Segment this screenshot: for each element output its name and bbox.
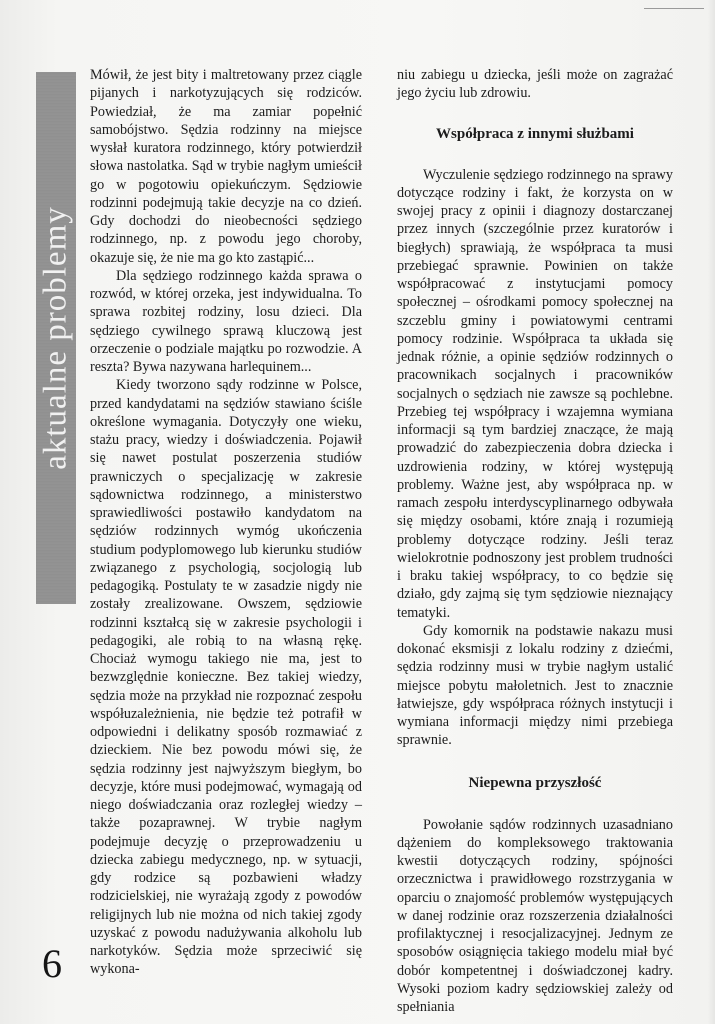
section-label: aktualne problemy xyxy=(37,206,74,470)
paragraph: Kiedy tworzono sądy rodzinne w Polsce, przed kandydatami na sędziów stawiano ściśle określone wymagania. Dotyczyły one wieku, stażu pracy, wiedzy i doświadczenia. Pojawił się nawet postulat poszerzenia studiów prawniczych o specjalizację w zakresie sądownictwa rodzinnego, a ministerstwo sprawiedliwości postawiło kandydatom na sędziów rodzinnych wymóg ukończenia studium podyplomowego lub kierunku studiów związanego z psychologią, socjologią lub pedagogiką. Postulaty te w zasadzie nigdy nie zostały zrealizowane. Owszem, sędziowie rodzinni kształcą się w zakresie psychologii i pedagogiki, ale robią to na własną rękę. Chociaż wymogu takiego nie ma, jest to bezwzględnie konieczne. Bez takiej wiedzy, sędzia może na przykład nie rozpoznać zespołu współuzależnienia, nie będzie też potrafił w odpowiedni i delikatny sposób rozmawiać z dzieckiem. Nie bez powodu mówi się, że sędzia rodzinny jest najwyższym biegłym, bo decyzje, które musi podejmować, wymagają od niego doświadczania oraz rozległej wiedzy – także pozaprawnej. W trybie nagłym podejmuje decyzję o przeprowadzeniu u dziecka zabiegu medycznego, np. w sytuacji, gdy rodzice są pozbawieni władzy rodzicielskiej, nie wyrażają zgody z powodów religijnych lub nie można od nich takiej zgody uzyskać z powodu nadużywania alkoholu lub narkotyków. Sędzia może sprzeciwić się wykona- xyxy=(90,377,362,978)
paragraph-continuation: niu zabiegu u dziecka, jeśli może on zagrażać jego życiu lub zdrowiu. xyxy=(397,67,673,102)
right-column xyxy=(397,66,673,1016)
section-heading: Niepewna przyszłość xyxy=(468,774,602,791)
paragraph: Dla sędziego rodzinnego każda sprawa o rozwód, w której orzeka, jest indywidualna. To sprawa rozbitej rodziny, losu dzieci. Dla sędziego cywilnego sprawą kluczową jest orzeczenie o podziale majątku po rozwodzie. A reszta? Bywa nazywana harlequinem... xyxy=(90,267,362,375)
section-sidebar-band xyxy=(36,72,76,604)
page-number: 6 xyxy=(42,941,62,986)
scan-edge xyxy=(707,0,715,1024)
paragraph: Gdy komornik na podstawie nakazu musi dokonać eksmisji z lokalu rodziny z dziećmi, sędzia rodzinny musi w trybie nagłym ustalić miejsce pobytu małoletnich. Jest to znacznie łatwiejsze, gdy współpraca różnych instytucji i wymiana informacji między nimi przebiega sprawnie. xyxy=(397,622,673,749)
paragraph: Wyczulenie sędziego rodzinnego na sprawy dotyczące rodziny i fakt, że korzysta on w swojej pracy z opinii i diagnozy dostarczanej przez innych (szczególnie przez kuratorów i biegłych) sprawiają, że współpraca ta musi przebiegać sprawnie. Powinien on także współpracować z instytucjami pomocy społecznej – ośrodkami pomocy społecznej na szczeblu gminy i powiatowymi centrami pomocy rodzinie. Współpraca ta układa się jednak różnie, a opinie sędziów rodzinnych o pracownikach socjalnych i pracowników socjalnych o sędziach nie zawsze są pochlebne. Przebieg tej współpracy i wzajemna wymiana informacji są tym bardziej znaczące, że mają prowadzić do zabezpieczenia dobra dziecka i uzdrowienia rodziny, w której występują problemy. Ważne jest, aby współpraca np. w ramach zespołu interdyscyplinarnego odbywała się między osobami, które znają i rozumieją problemy dotyczące rodziny. Jeśli teraz wielokrotnie podnoszony jest problem trudności i braku takiej współpracy, to co będzie się działo, gdy zajmą się tym sędziowie nieznający tematyki. xyxy=(397,166,673,621)
left-column xyxy=(90,66,362,979)
paragraph: Powołanie sądów rodzinnych uzasadniano dążeniem do kompleksowego traktowania kwestii dotyczących rodziny, spójności orzecznictwa i prawidłowego rozstrzygania w oparciu o znajomość problemów występujących w danej rodzinie oraz rozszerzenia działalności profilaktycznej i resocjalizacyjnej. Jednym ze sposobów osiągnięcia takiego modelu miał być dobór kompetentnej i doświadczonej kadry. Wysoki poziom kadry sędziowskiej zależy od spełniania xyxy=(397,816,673,1015)
scan-mark xyxy=(644,8,704,9)
paragraph: Mówił, że jest bity i maltretowany przez ciągle pijanych i narkotyzujących się rodziców. Powiedział, że ma zamiar popełnić samobójstwo. Sędzia rodzinny na miejsce wysłał kuratora rodzinnego, który potwierdził słowa nastolatka. Sąd w trybie nagłym umieścił go w pogotowiu opiekuńczym. Sędziowie rodzinni podejmują takie decyzje na co dzień. Gdy dochodzi do nieobecności sędziego rodzinnego, np. z powodu jego choroby, okazuje się, że nie ma go kto zastąpić... xyxy=(90,67,362,266)
section-heading: Współpraca z innymi służbami xyxy=(436,125,634,142)
